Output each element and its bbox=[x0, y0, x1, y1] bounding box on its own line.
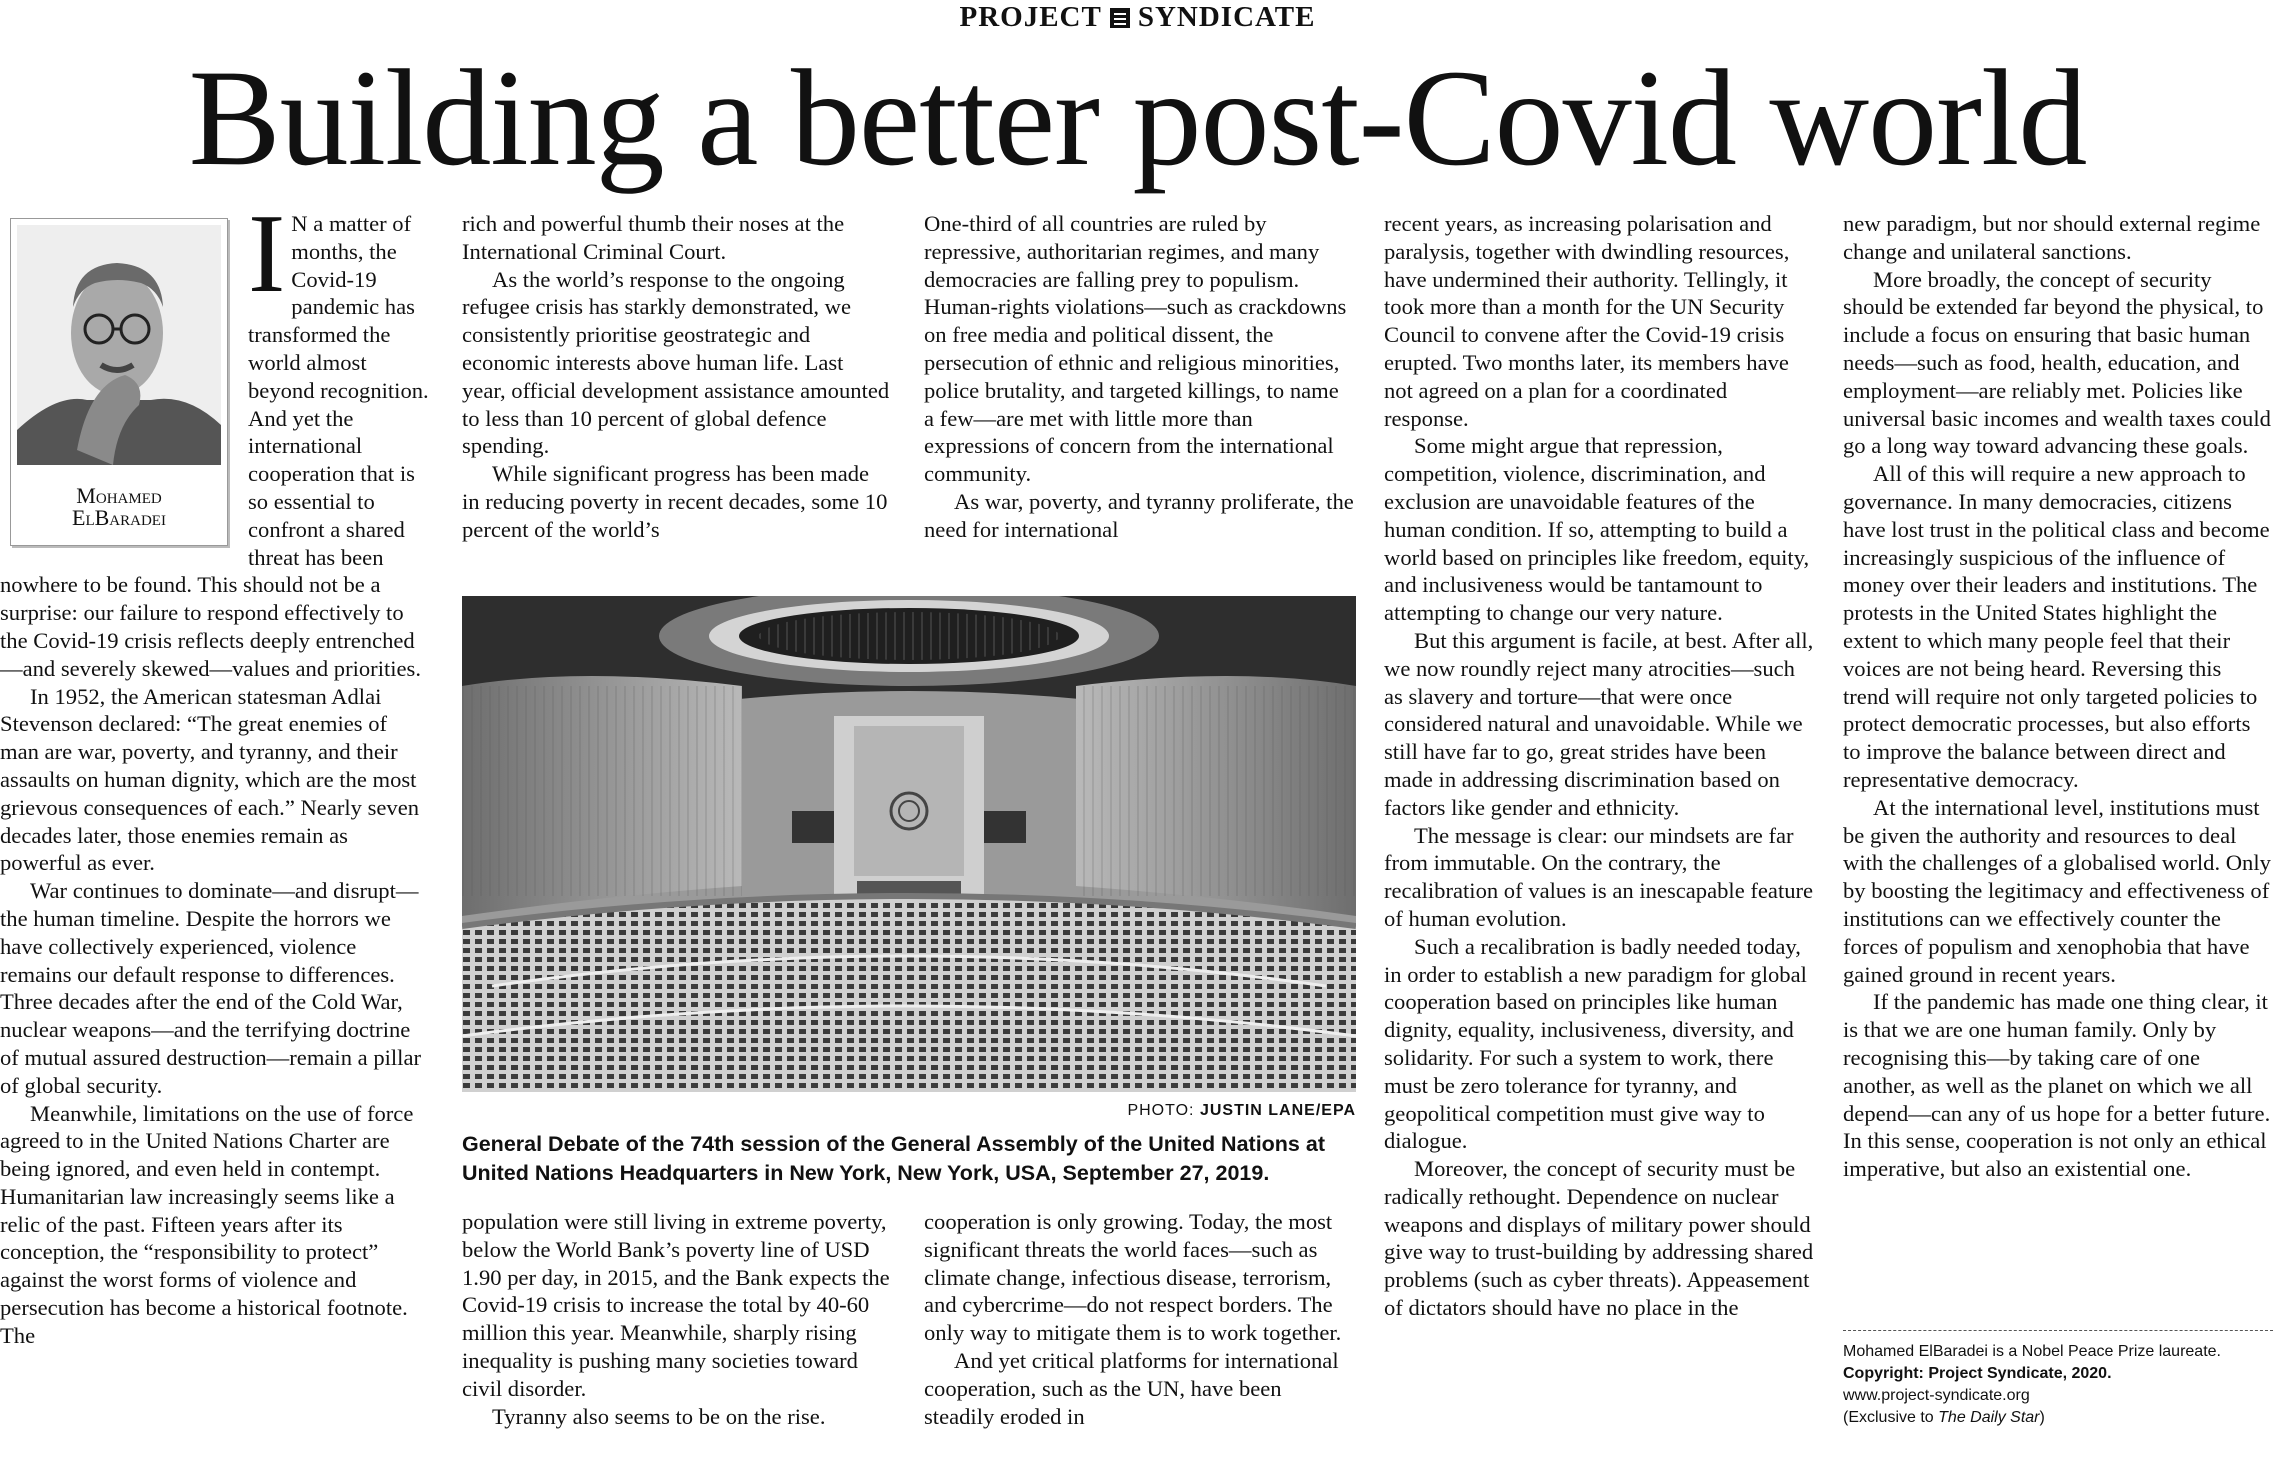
paragraph: If the pandemic has made one thing clear, it is that we are one human family. Only by recognising this—by taking care of one another, as well as the planet on which we all depend—can any of us hope for a better future. In this sense, cooperation is not only an ethical imperative, but also an existential one. bbox=[1843, 989, 2271, 1182]
column-2-lower bbox=[462, 1208, 892, 1430]
author-photo-box bbox=[10, 218, 228, 546]
paragraph: While significant progress has been made in reducing poverty in recent decades, some 10 percent of the world’s bbox=[462, 461, 888, 542]
paragraph: rich and powerful thumb their noses at the International Criminal Court. bbox=[462, 211, 845, 264]
paragraph: At the international level, institutions must be given the authority and resources to deal with the challenges of a globalised world. Only by boosting the legitimacy and effectiveness of institutions can we effectively counter the forces of populism and xenophobia that have gained ground in recent years. bbox=[1843, 794, 2271, 987]
author-first-name: Mohamed bbox=[76, 483, 162, 508]
paragraph: recent years, as increasing polarisation and paralysis, together with dwindling resources, have undermined their authority. Tellingly, it took more than a month for the UN Security Council to convene after the Covid-19 crisis erupted. Two months later, its members have not agreed on a plan for a coordinated response. bbox=[1384, 211, 1790, 431]
paragraph: population were still living in extreme poverty, below the World Bank’s poverty line of USD 1.90 per day, in 2015, and the Bank expects the Covid-19 crisis to increase the total by 40-60 million this year. Meanwhile, sharply rising inequality is pushing many societies toward civil disorder. bbox=[462, 1209, 890, 1401]
paragraph: Moreover, the concept of security must be radically rethought. Dependence on nuclear weapons and displays of military power should give way to trust-building by addressing shared problems (such as cyber threats). Appeasement of dictators should have no place in the bbox=[1384, 1156, 1814, 1321]
paragraph-text: N a matter of months, the Covid-19 pandemic has transformed the world almost beyond recognition. And yet the international cooperation that is so essential to confront a shared threat has been nowhere to be found. This should not be a surprise: our failure to respond effectively to the Covid-19 crisis reflects deeply entrenched—and severely skewed—values and priorities. bbox=[0, 211, 429, 681]
paragraph: But this argument is facile, at best. After all, we now roundly reject many atrocities—such as slavery and torture—that were once considered natural and unavoidable. While we still have far to go, great strides have been made in addressing discrimination based on factors like gender and ethnicity. bbox=[1384, 627, 1814, 820]
masthead bbox=[0, 0, 2275, 34]
drop-cap: I bbox=[248, 192, 286, 316]
column-3 bbox=[924, 210, 1354, 544]
paragraph: In 1952, the American statesman Adlai Stevenson declared: “The great enemies of man are war, poverty, and tyranny, and their assaults on human dignity, which are the most grievous consequences of each.” Nearly seven decades later, those enemies remain as powerful as ever. bbox=[0, 683, 420, 876]
author-bio: Mohamed ElBaradei is a Nobel Peace Prize laureate. bbox=[1843, 1343, 2221, 1360]
masthead-project: PROJECT bbox=[959, 1, 1102, 33]
photo-caption: General Debate of the 74th session of the General Assembly of the United Nations at United Nations Headquarters in New York, New York, USA, September 27, 2019. bbox=[462, 1132, 1325, 1185]
paragraph: As the world’s response to the ongoing refugee crisis has starkly demonstrated, we consistently prioritise geostrategic and economic interests above human life. Last year, official development assistance amounted to less than 10 percent of global defence spending. bbox=[462, 266, 890, 459]
author-footer bbox=[1843, 1330, 2273, 1429]
exclusive-suffix: ) bbox=[2039, 1409, 2045, 1426]
paragraph: Such a recalibration is badly needed today, in order to establish a new paradigm for global cooperation based on principles like human dignity, equality, inclusiveness, diversity, and solidarity. For such a system to work, there must be zero tolerance for tyranny, and geopolitical competition must give way to dialogue. bbox=[1384, 933, 1807, 1154]
photo-credit bbox=[462, 1102, 1356, 1120]
paragraph: All of this will require a new approach to governance. In many democracies, citizens have lost trust in the political class and become increasingly suspicious of the influence of money over their leaders and institutions. The protests in the United States highlight the extent to which many people feel that their voices are not being heard. Reversing this trend will require not only targeted policies to protect democratic processes, but also efforts to improve the balance between direct and representative democracy. bbox=[1843, 461, 2270, 792]
photo-credit-name: JUSTIN LANE/EPA bbox=[1199, 1102, 1356, 1119]
column-5 bbox=[1843, 210, 2273, 1183]
website-url: www.project-syndicate.org bbox=[1843, 1387, 2030, 1404]
paragraph: Tyranny also seems to be on the rise. bbox=[492, 1403, 826, 1429]
paragraph: new paradigm, but nor should external regime change and unilateral sanctions. bbox=[1843, 211, 2261, 264]
paragraph: One-third of all countries are ruled by repressive, authoritarian regimes, and many democracies are falling prey to populism. Human-rights violations—such as crackdowns on free media and political dissent, the persecution of ethnic and religious minorities, police brutality, and targeted killings, to name a few—are met with little more than expressions of concern from the international community. bbox=[924, 211, 1347, 487]
paragraph: cooperation is only growing. Today, the most significant threats the world faces—such as climate change, infectious disease, terrorism, and cybercrime—do not respect borders. The only way to mitigate them is to work together. bbox=[924, 1209, 1342, 1346]
paragraph: As war, poverty, and tyranny proliferate, the need for international bbox=[924, 488, 1354, 542]
paragraph: And yet critical platforms for international cooperation, such as the UN, have been steadily eroded in bbox=[924, 1347, 1339, 1429]
author-portrait bbox=[17, 225, 221, 465]
author-last-name: ElBaradei bbox=[72, 505, 166, 530]
paragraph: The message is clear: our mindsets are far from immutable. On the contrary, the recalibration of values is an inescapable feature of human evolution. bbox=[1384, 822, 1814, 931]
photo-credit-label: PHOTO: bbox=[1127, 1102, 1195, 1119]
headline: Building a better post-Covid world bbox=[188, 41, 2087, 194]
column-1 bbox=[0, 192, 430, 1350]
author-name bbox=[17, 485, 221, 529]
paragraph: War continues to dominate—and disrupt—the human timeline. Despite the horrors we have collectively experienced, violence remains our default response to differences. Three decades after the end of the Cold War, nuclear weapons—and the terrifying doctrine of mutual assured destruction—remain a pillar of global security. bbox=[0, 878, 421, 1098]
column-4 bbox=[1384, 210, 1814, 1322]
copyright: Copyright: Project Syndicate, 2020. bbox=[1843, 1365, 2112, 1382]
book-icon bbox=[1110, 8, 1130, 28]
paragraph: Some might argue that repression, competition, violence, discrimination, and exclusion are unavoidable features of the human condition. If so, attempting to build a world based on principles like freedom, equity, and inclusiveness would be tantamount to attempting to change our very nature. bbox=[1384, 433, 1810, 626]
publication-name: The Daily Star bbox=[1938, 1409, 2040, 1426]
exclusive-prefix: (Exclusive to bbox=[1843, 1409, 1939, 1426]
paragraph: More broadly, the concept of security should be extended far beyond the physical, to include a focus on ensuring that basic human needs—such as food, health, education, and employment—are reliably met. Policies like universal basic incomes and wealth taxes could go a long way toward advancing these goals. bbox=[1843, 266, 2271, 459]
column-3-lower bbox=[924, 1208, 1354, 1430]
un-assembly-photo bbox=[462, 596, 1356, 1092]
paragraph: Meanwhile, limitations on the use of force agreed to in the United Nations Charter are being ignored, and even held in contempt. Humanitarian law increasingly seems like a relic of the past. Fifteen years after its conception, the “responsibility to protect” against the worst forms of violence and persecution has become a historical footnote. The bbox=[0, 1100, 414, 1348]
column-2 bbox=[462, 210, 892, 544]
masthead-syndicate: SYNDICATE bbox=[1137, 1, 1316, 33]
exclusive-note bbox=[1843, 1407, 2273, 1429]
